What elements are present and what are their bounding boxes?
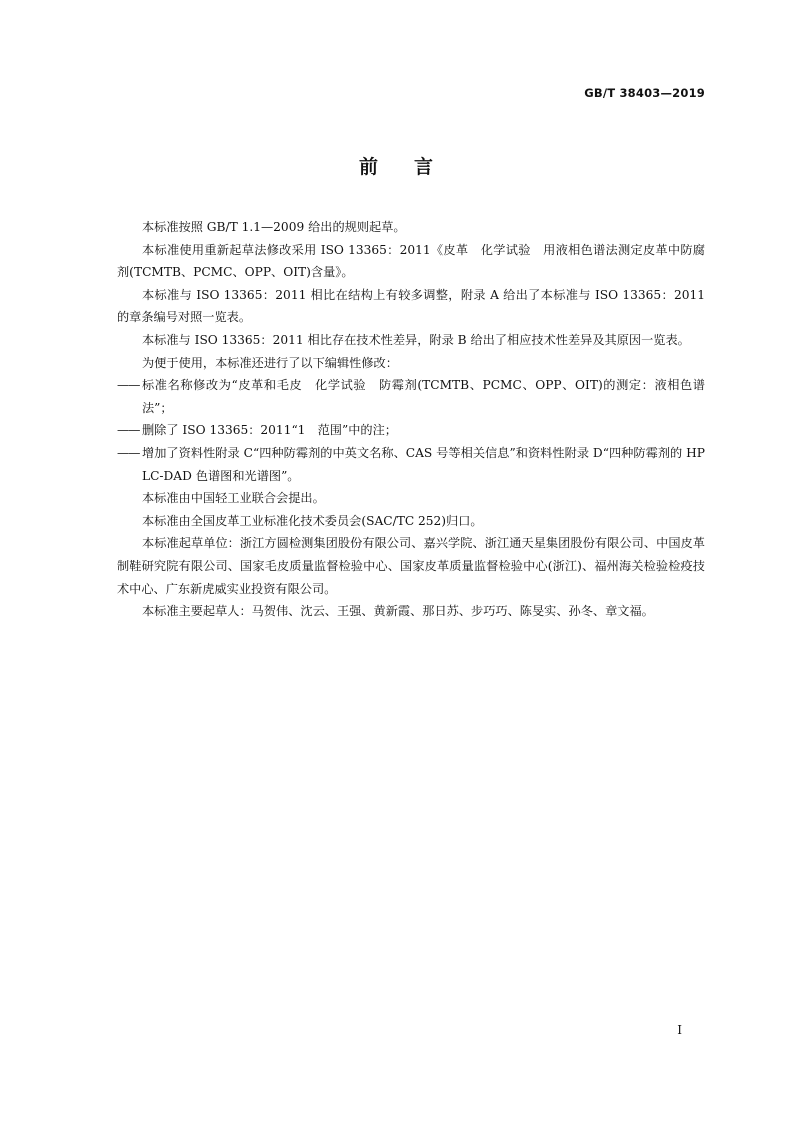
list-item bbox=[117, 419, 705, 442]
list-item-text: 增加了资料性附录 C“四种防霉剂的中英文名称、CAS 号等相关信息”和资料性附录 D“四种防霉剂的 HPLC-DAD 色谱图和光谱图”。 bbox=[142, 445, 705, 483]
paragraph-proposer: 本标准由中国轻工业联合会提出。 bbox=[142, 491, 325, 506]
paragraph-drafting-rules: 本标准按照 GB/T 1.1—2009 给出的规则起草。 bbox=[142, 220, 406, 234]
dash-marker: —— bbox=[117, 378, 140, 393]
page-title bbox=[0, 152, 794, 179]
dash-marker: —— bbox=[117, 445, 140, 460]
list-item-text: 删除了 ISO 13365：2011“1 范围”中的注； bbox=[142, 423, 397, 438]
paragraph-drafters: 本标准主要起草人：马贺伟、沈云、王强、黄新霞、那日苏、步巧巧、陈旻实、孙冬、章文福。 bbox=[142, 604, 654, 619]
paragraph-committee: 本标准由全国皮革工业标准化技术委员会(SAC/TC 252)归口。 bbox=[142, 513, 483, 528]
title-char-1: 前 bbox=[358, 156, 380, 178]
page-number: I bbox=[677, 1023, 682, 1037]
paragraph-technical-differences: 本标准与 ISO 13365：2011 相比存在技术性差异，附录 B 给出了相应技术性差异及其原因一览表。 bbox=[142, 332, 690, 347]
title-char-2: 言 bbox=[414, 156, 436, 178]
paragraph-adoption: 本标准使用重新起草法修改采用 ISO 13365：2011《皮革 化学试验 用液相色谱法测定皮革中防腐剂(TCMTB、PCMC、OPP、OIT)含量》。 bbox=[117, 242, 705, 280]
paragraph-structure-changes: 本标准与 ISO 13365：2011 相比在结构上有较多调整，附录 A 给出了本标准与 ISO 13365：2011 的章条编号对照一览表。 bbox=[117, 287, 705, 325]
list-item-text: 标准名称修改为“皮革和毛皮 化学试验 防霉剂(TCMTB、PCMC、OPP、OIT)的测定：液相色谱法”； bbox=[142, 378, 705, 415]
list-item bbox=[117, 374, 705, 419]
standard-code: GB/T 38403—2019 bbox=[584, 86, 705, 100]
dash-marker: —— bbox=[117, 423, 140, 438]
paragraph-editorial-intro: 为便于使用，本标准还进行了以下编辑性修改： bbox=[142, 355, 398, 370]
list-item bbox=[117, 442, 705, 487]
foreword-body bbox=[117, 216, 705, 623]
paragraph-drafting-units: 本标准起草单位：浙江方圆检测集团股份有限公司、嘉兴学院、浙江通天星集团股份有限公司、中国皮革制鞋研究院有限公司、国家毛皮质量监督检验中心、国家皮革质量监督检验中心(浙江)、福州海关检验检疫技术中心、广东新虎威实业投资有限公司。 bbox=[117, 536, 705, 596]
